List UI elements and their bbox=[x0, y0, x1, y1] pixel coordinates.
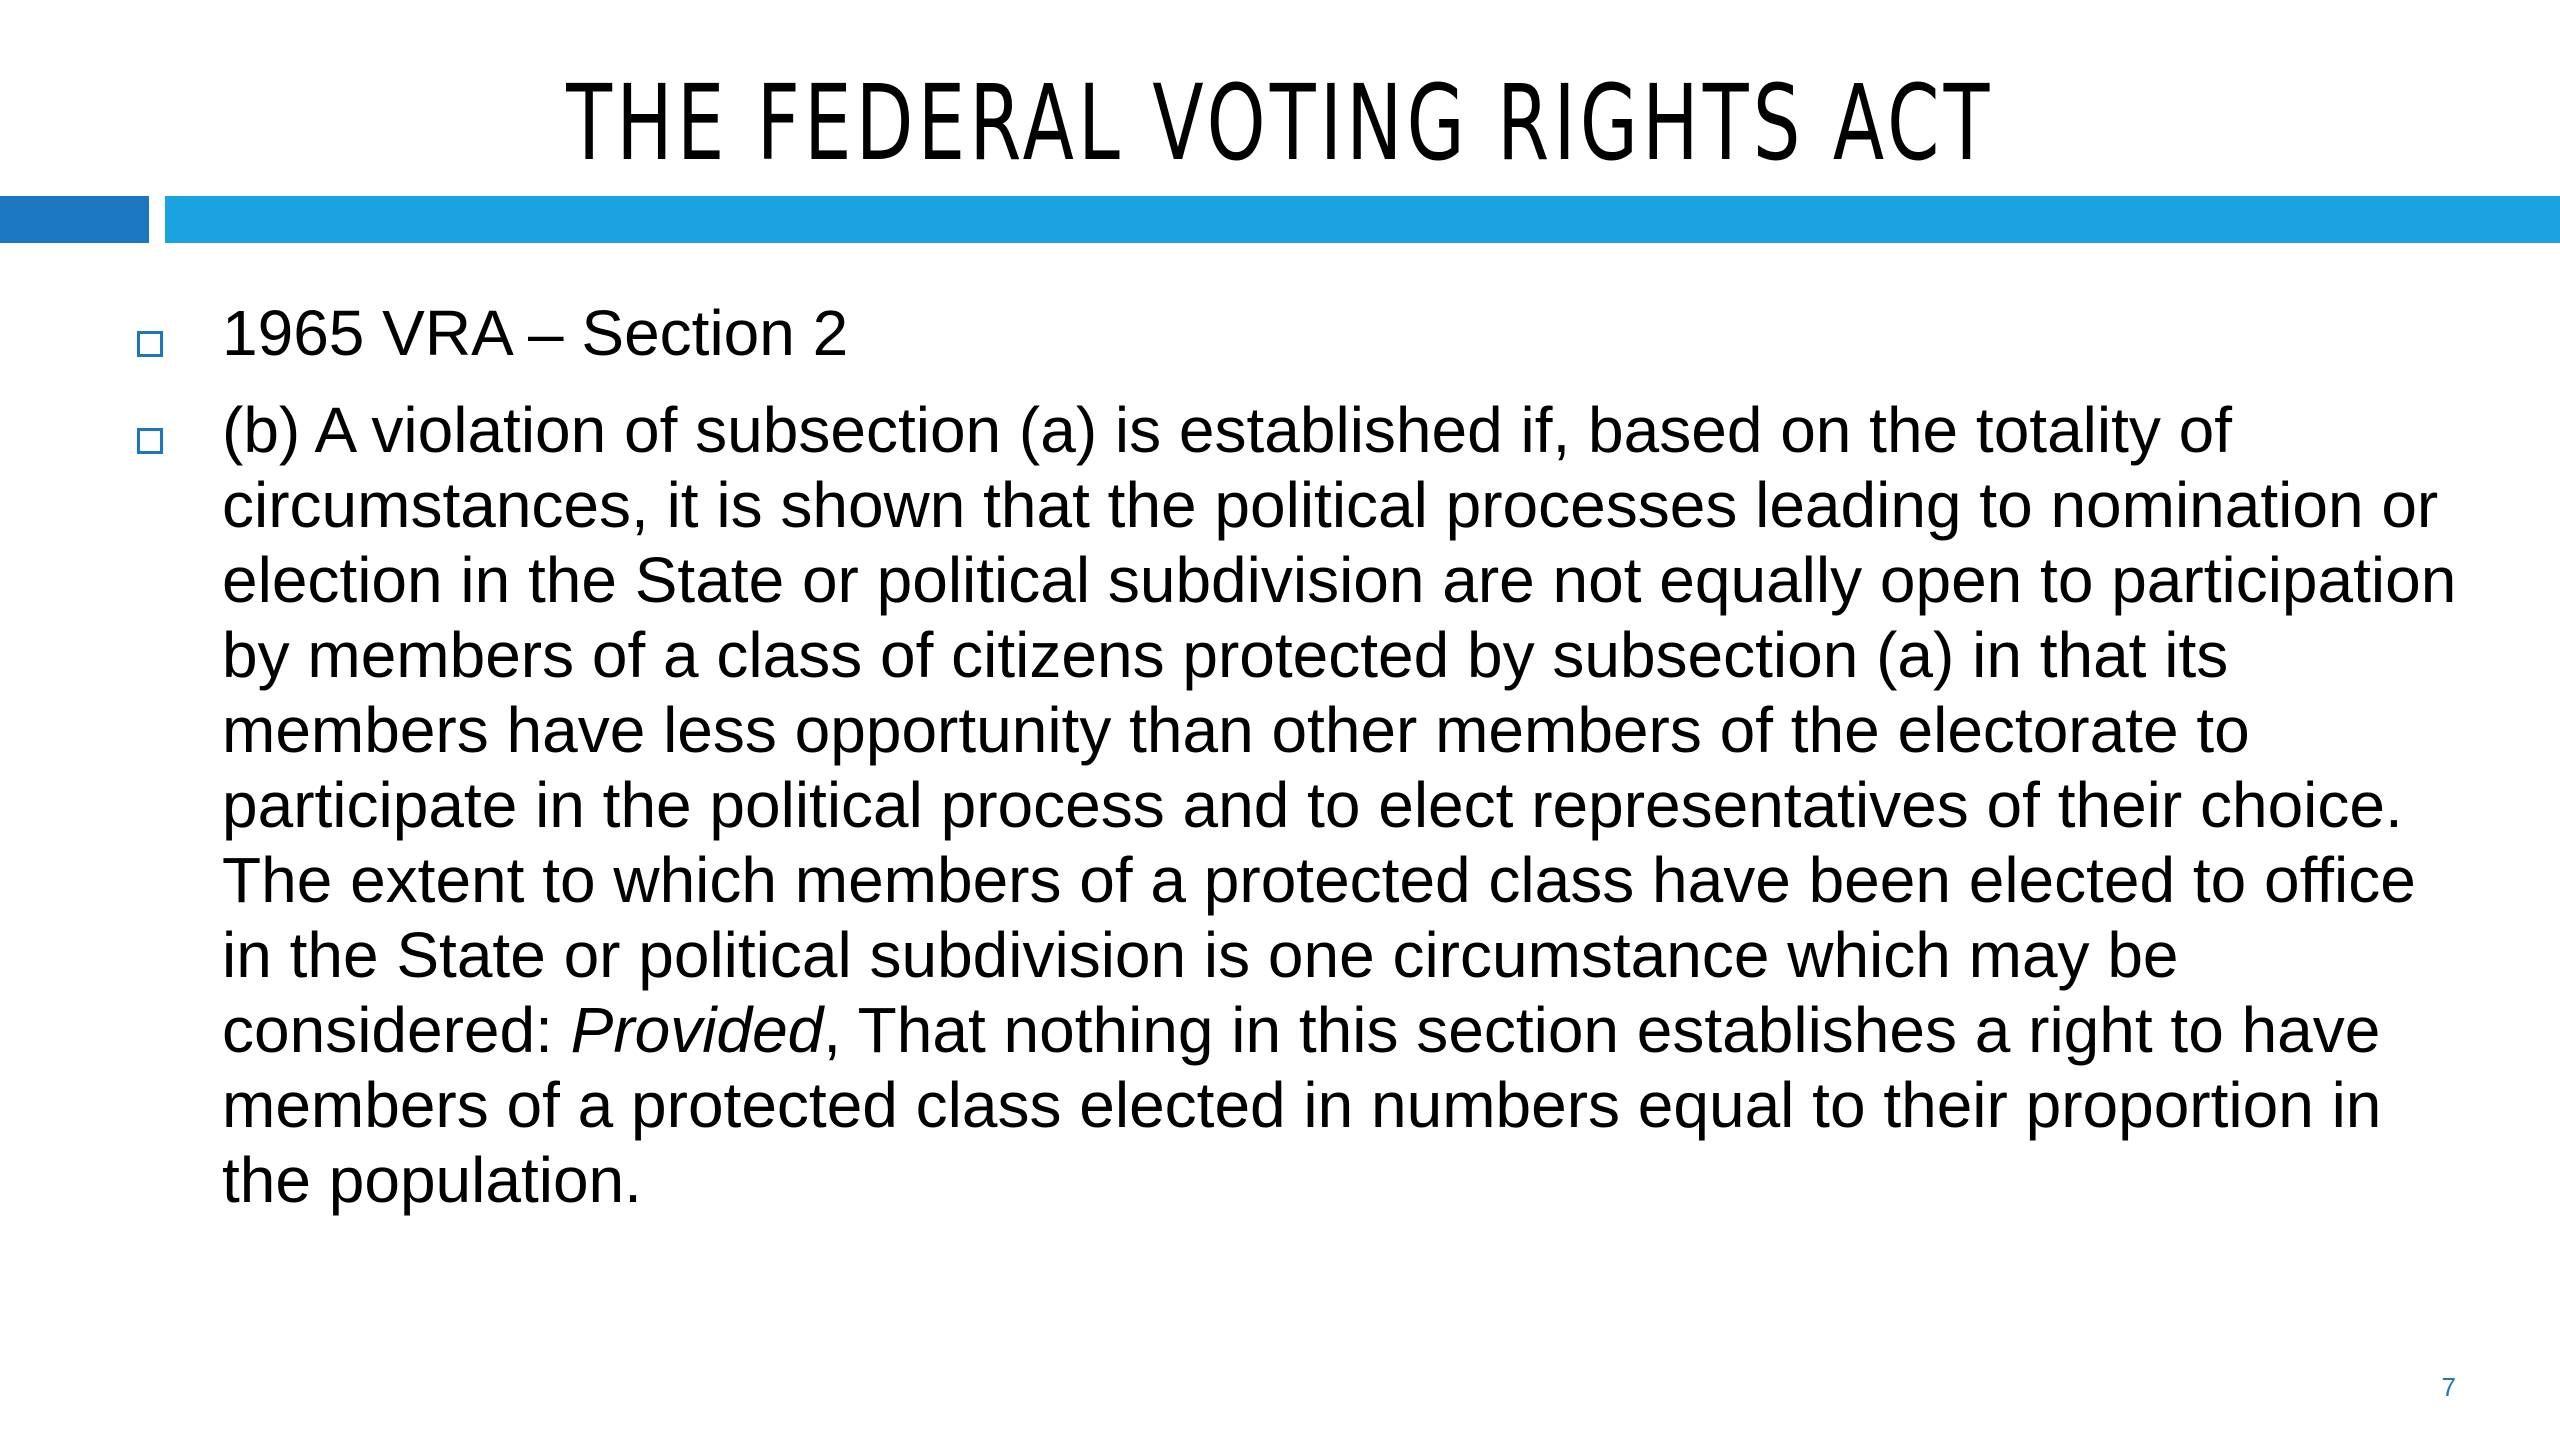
statute-text-part-1: (b) A violation of subsection (a) is established if, based on the totality of circumstances, it is shown that the political processes leading to nomination or election in the State or political subdivision are not equally open to participation by members of a class of citizens protected by subsection (a) in that its members have less opportunity than other members of the electorate to participate in the political process and to elect representatives of their choice. The extent to which members of a protected class have been elected to office in the State or political subdivision is one circumstance which may be considered: bbox=[222, 394, 2457, 1066]
bullet-text bbox=[222, 393, 2480, 1218]
statute-text-part-2: , That nothing in this section establishes a right to have members of a protected class elected in numbers equal to their proportion in the population. bbox=[222, 994, 2382, 1216]
bullet-text: 1965 VRA – Section 2 bbox=[222, 297, 849, 369]
slide-content bbox=[0, 296, 2560, 1240]
statute-italic-term: Provided bbox=[570, 994, 824, 1066]
slide-title: THE FEDERAL VOTING RIGHTS ACT bbox=[566, 62, 1994, 184]
page-number: 7 bbox=[2441, 1372, 2456, 1402]
square-bullet-icon bbox=[137, 331, 163, 357]
title-accent-bar-right bbox=[165, 196, 2560, 243]
title-accent-bar-left bbox=[0, 196, 149, 243]
bullet-item-heading bbox=[0, 296, 2560, 371]
bullet-item-statute-text bbox=[0, 393, 2560, 1218]
square-bullet-icon bbox=[137, 428, 163, 454]
